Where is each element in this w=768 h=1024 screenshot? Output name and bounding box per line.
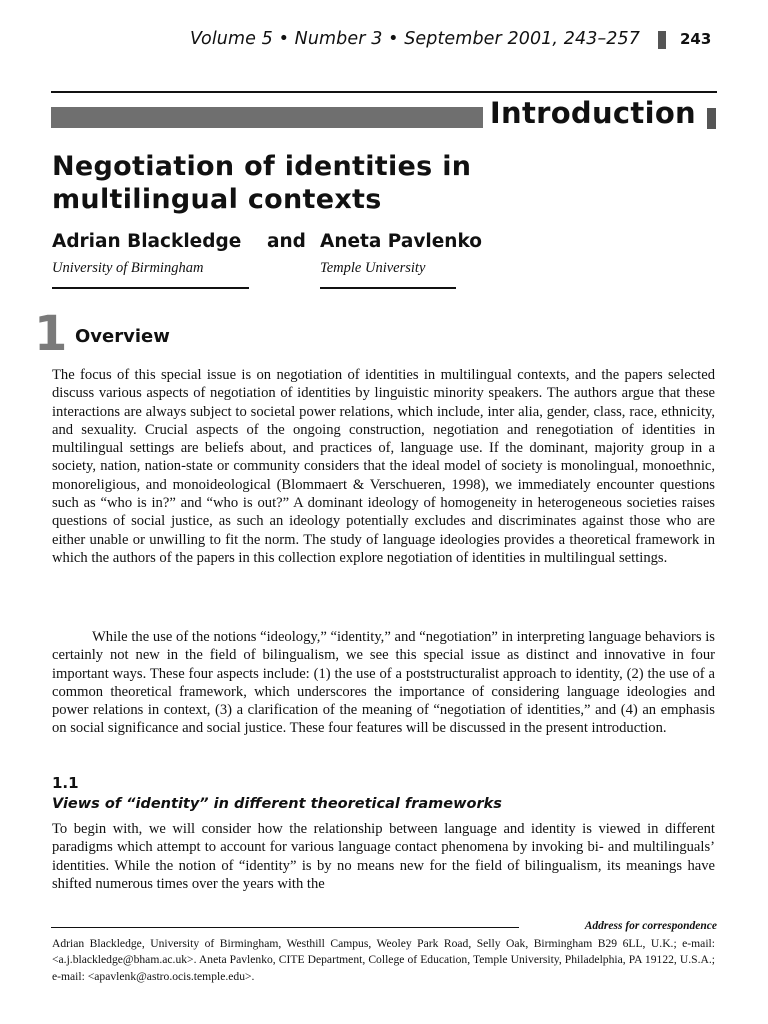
top-rule bbox=[51, 91, 717, 93]
paragraph-identity-views: To begin with, we will consider how the relationship between language and identity is viewed in different paradigms which attempt to account for various language contact phenomena by invoking bi- and multilinguals’ identities. While the notion of “identity” is by no means new for the field of bilingualism, its meanings have shifted numerous times over the years with the bbox=[52, 821, 715, 892]
author-conjunction: and bbox=[267, 231, 306, 252]
section-label: Introduction bbox=[489, 96, 696, 130]
section-title: Overview bbox=[75, 326, 170, 347]
subsection-number: 1.1 bbox=[52, 774, 79, 792]
page-number: 243 bbox=[680, 30, 712, 48]
affiliation-1: University of Birmingham bbox=[52, 260, 204, 276]
affiliation-1-rule bbox=[52, 287, 249, 289]
author-1: Adrian Blackledge bbox=[52, 231, 242, 252]
article-title: Negotiation of identities in multilingual contexts bbox=[52, 151, 472, 215]
affiliation-2: Temple University bbox=[320, 260, 426, 276]
section-number: 1 bbox=[34, 306, 68, 362]
footnote-rule bbox=[51, 927, 519, 928]
section-band bbox=[51, 107, 483, 128]
paragraph-overview-2: While the use of the notions “ideology,” “identity,” and “negotiation” in interpreting language behaviors is certainly not new in the field of bilingualism, we see this special issue as distinct and innovative in four important ways. These four aspects include: (1) the use of a poststructuralist approach to identity, (2) the use of a common theoretical framework, which underscores the importance of considering language ideologies and power relations in context, (3) a clarification of the meaning of “negotiation of identities,” and (4) an emphasis on social significance and social justice. These four features will be discussed in the present introduction. bbox=[52, 629, 715, 737]
section-label-bar bbox=[707, 108, 716, 129]
subsection-title: Views of “identity” in different theoretical frameworks bbox=[52, 796, 502, 812]
header-bar-marker bbox=[658, 31, 666, 49]
paragraph-overview-1: The focus of this special issue is on negotiation of identities in multilingual contexts, and the papers selected discuss various aspects of negotiation of identities by linguistic minority speakers. The authors argue that these interactions are always subject to societal power relations, which include, inter alia, gender, class, race, ethnicity, and sexuality. Crucial aspects of the ongoing construction, negotiation and renegotiation of identities in multilingual settings are beliefs about, and practices of, language use. If the dominant, majority group in a society, nation, nation-state or community considers that the ideal model of society is monolingual, monoethnic, monoreligious, and monoideological (Blommaert & Verschueren, 1998), we immediately encounter questions such as “who is in?” and “who is out?” A dominant ideology of homogeneity in heterogeneous societies raises questions of social justice, as such an ideology potentially excludes and discriminates against those who are either unable or unwilling to fit the norm. The study of language ideologies provides a theoretical framework in which the authors of the papers in this collection explore negotiation of identities in multilingual settings. bbox=[52, 367, 715, 566]
correspondence-label: Address for correspondence bbox=[584, 920, 717, 932]
running-head: Volume 5 • Number 3 • September 2001, 243–257 bbox=[189, 29, 640, 49]
affiliation-2-rule bbox=[320, 287, 456, 289]
author-2: Aneta Pavlenko bbox=[320, 231, 482, 252]
correspondence-text: Adrian Blackledge, University of Birmingham, Westhill Campus, Weoley Park Road, Selly Oak, Birmingham B29 6LL, U.K.; e-mail: <a.j.blackledge@bham.ac.uk>. Aneta Pavlenko, CITE Department, College of Education, Temple University, Philadelphia, PA 19122, U.S.A.; e-mail: <apavlenk@astro.ocis.temple.edu>. bbox=[52, 937, 715, 983]
